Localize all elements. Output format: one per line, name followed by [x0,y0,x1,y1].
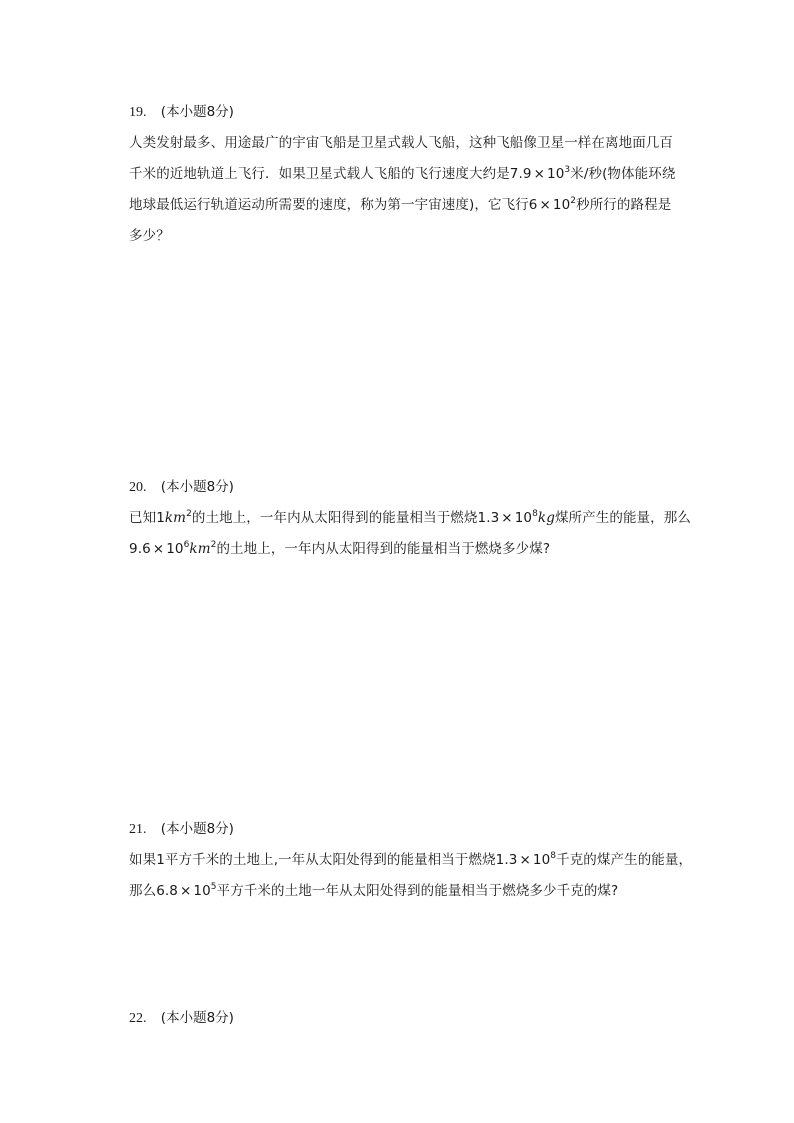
question-number: 22. [129,1011,147,1026]
text-segment: 那么6.8 [129,883,178,899]
question-points: (本小题8分) [160,104,234,120]
power-base: 10 [514,510,533,526]
text-line [129,190,704,221]
question-21 [129,819,704,907]
text-segment: 如果1平方千米的土地上,一年从太阳处得到的能量相当于燃烧1.3 [129,852,518,868]
text-segment: 9.6 [129,541,151,557]
text-segment: 的土地上，一年内从太阳得到的能量相当于燃烧1.3 [191,510,500,526]
question-header [129,1008,704,1030]
question-points: (本小题8分) [160,1010,234,1026]
text-segment: 秒所行的路程是 [576,197,672,213]
question-19 [129,102,704,252]
question-text [129,845,704,907]
text-segment: 已知1 [129,510,165,526]
power-exponent: 5 [210,882,217,892]
text-segment: 煤所产生的能量，那么 [554,510,691,526]
text-line [129,534,704,565]
question-text [129,128,704,252]
question-header [129,819,704,841]
question-points: (本小题8分) [160,821,234,837]
question-points: (本小题8分) [160,479,234,495]
text-segment: 千克的煤产生的能量， [556,852,693,868]
power-base: 10 [193,883,211,899]
power-base: 10 [532,852,551,868]
power-exponent: 8 [532,509,538,519]
power-exponent: 8 [550,851,557,861]
times-symbol: × [539,197,551,213]
text-segment: 的土地上，一年内从太阳得到的能量相当于燃烧多少煤? [216,541,551,557]
text-line [129,876,704,907]
unit-km: km [189,541,211,557]
text-line [129,845,704,876]
times-symbol: × [533,166,545,182]
text-line: 人类发射最多、用途最广的宇宙飞船是卫星式载人飞船，这种飞船像卫星一样在离地面几百 [129,135,673,151]
question-20 [129,477,704,565]
unit-km: km [164,510,187,526]
question-header [129,477,704,499]
unit-exponent: 2 [186,509,192,519]
text-segment: 米/秒(物体能环绕 [570,166,676,182]
times-symbol: × [501,510,513,526]
text-segment: 平方千米的土地一年从太阳处得到的能量相当于燃烧多少千克的煤? [216,883,619,899]
power-base: 10 [166,541,184,557]
question-header [129,102,704,124]
times-symbol: × [519,852,531,868]
power-exponent: 2 [570,196,577,206]
times-symbol: × [179,883,192,899]
question-number: 19. [129,105,147,120]
text-segment: 地球最低运行轨道运动所需要的速度，称为第一宇宙速度)，它飞行6 [129,197,538,213]
text-line [129,503,704,534]
power-exponent: 3 [564,165,571,175]
unit-exponent: 2 [210,540,217,550]
times-symbol: × [152,541,165,557]
power-base: 10 [552,197,571,213]
question-number: 20. [129,480,147,495]
text-line: 多少？ [129,228,170,244]
question-22 [129,1008,704,1030]
power-base: 10 [547,166,565,182]
question-number: 21. [129,822,147,837]
unit-kg: kg [537,510,555,526]
question-text [129,503,704,565]
text-line [129,159,704,190]
text-segment: 千米的近地轨道上飞行．如果卫星式载人飞船的飞行速度大约是7.9 [129,166,532,182]
power-exponent: 6 [183,540,190,550]
